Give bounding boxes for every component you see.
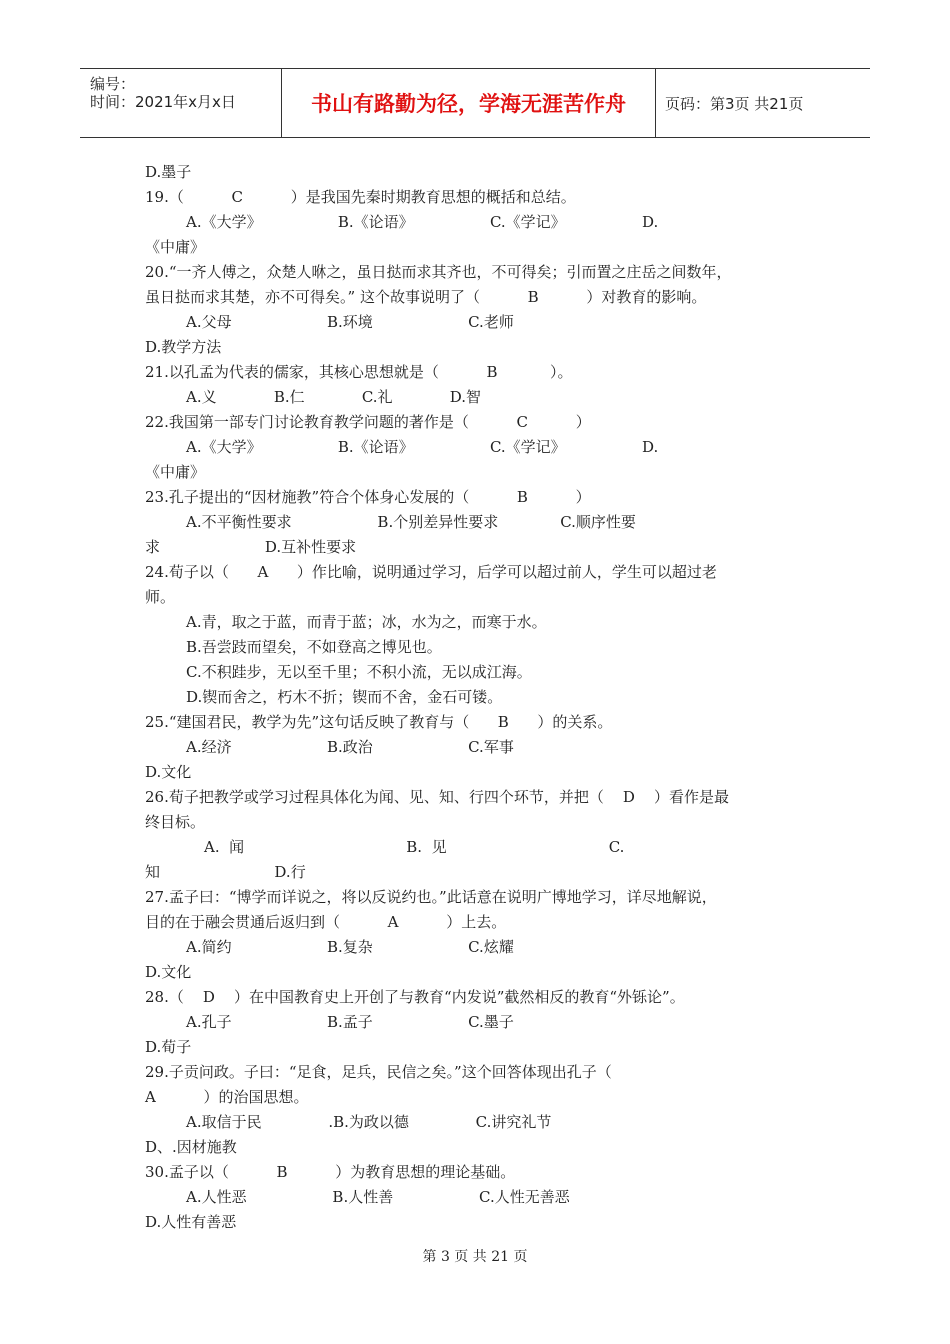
text-line: 《中庸》 bbox=[145, 238, 206, 256]
option-24-b: B.吾尝跂而望矣，不如登高之博见也。 bbox=[186, 638, 442, 656]
text-line: D.教学方法 bbox=[145, 338, 222, 356]
options-22: A.《大学》 B.《论语》 C.《学记》 D. bbox=[186, 438, 659, 456]
text-line: 终目标。 bbox=[145, 813, 206, 831]
question-25: 25.“建国君民，教学为先”这句话反映了教育与（ B ）的关系。 bbox=[145, 713, 613, 731]
text-line: D.文化 bbox=[145, 963, 192, 981]
page-footer: 第 3 页 共 21 页 bbox=[422, 1249, 528, 1265]
text-line: D.墨子 bbox=[145, 163, 192, 181]
page-info-text: 页码：第3页 共21页 bbox=[665, 94, 804, 113]
question-21: 21.以孔孟为代表的儒家，其核心思想就是（ B ）。 bbox=[145, 363, 573, 381]
options-28: A.孔子 B.孟子 C.墨子 bbox=[186, 1013, 514, 1031]
text-line: 知 D.行 bbox=[145, 863, 306, 881]
text-line: 求 D.互补性要求 bbox=[145, 538, 357, 556]
header-page-info bbox=[665, 69, 870, 137]
question-20: 20.“一齐人傅之，众楚人咻之，虽日挞而求其齐也，不可得矣；引而置之庄岳之间数年， bbox=[145, 263, 732, 281]
option-24-c: C.不积跬步，无以至千里；不积小流，无以成江海。 bbox=[186, 663, 532, 681]
option-24-a: A.青，取之于蓝，而青于蓝；冰，水为之，而寒于水。 bbox=[186, 613, 547, 631]
doc-time-label: 时间：2021年x月x日 bbox=[90, 93, 236, 111]
text-line: 虽日挞而求其楚，亦不可得矣。” 这个故事说明了（ B ）对教育的影响。 bbox=[145, 288, 707, 306]
question-26: 26.荀子把教学或学习过程具体化为闻、见、知、行四个环节，并把（ D ）看作是最 bbox=[145, 788, 730, 806]
options-30: A.人性恶 B.人性善 C.人性无善恶 bbox=[186, 1188, 570, 1206]
text-line: D.荀子 bbox=[145, 1038, 192, 1056]
options-23: A.不平衡性要求 B.个别差异性要求 C.顺序性要 bbox=[186, 513, 636, 531]
options-25: A.经济 B.政治 C.军事 bbox=[186, 738, 514, 756]
text-line: D.人性有善恶 bbox=[145, 1213, 237, 1231]
options-27: A.简约 B.复杂 C.炫耀 bbox=[186, 938, 514, 956]
text-line: 师。 bbox=[145, 588, 176, 606]
option-24-d: D.锲而舍之，朽木不折；锲而不舍，金石可镂。 bbox=[186, 688, 503, 706]
options-21: A.义 B.仁 C.礼 D.智 bbox=[186, 388, 482, 406]
text-line: 目的在于融会贯通后返归到（ A ）上去。 bbox=[145, 913, 507, 931]
question-24: 24.荀子以（ A ）作比喻，说明通过学习，后学可以超过前人，学生可以超过老 bbox=[145, 563, 717, 581]
question-29: 29.子贡问政。子曰：“足食，足兵，民信之矣。”这个回答体现出孔子（ bbox=[145, 1063, 612, 1081]
page-header bbox=[80, 68, 870, 138]
doc-number-label: 编号： bbox=[90, 75, 136, 93]
question-27: 27.孟子曰：“博学而详说之，将以反说约也。”此话意在说明广博地学习，详尽地解说， bbox=[145, 888, 717, 906]
options-29: A.取信于民 .B.为政以德 C.讲究礼节 bbox=[186, 1113, 552, 1131]
header-meta bbox=[80, 69, 280, 137]
text-line: A ）的治国思想。 bbox=[145, 1088, 309, 1106]
options-26: A. 闻 B. 见 C. bbox=[204, 838, 625, 856]
options-20: A.父母 B.环境 C.老师 bbox=[186, 313, 514, 331]
question-30: 30.孟子以（ B ）为教育思想的理论基础。 bbox=[145, 1163, 516, 1181]
text-line: 《中庸》 bbox=[145, 463, 206, 481]
options-19: A.《大学》 B.《论语》 C.《学记》 D. bbox=[186, 213, 659, 231]
question-19: 19.（ C ）是我国先秦时期教育思想的概括和总结。 bbox=[145, 188, 576, 206]
text-line: D.文化 bbox=[145, 763, 192, 781]
question-23: 23.孔子提出的“因材施教”符合个体身心发展的（ B ） bbox=[145, 488, 591, 506]
question-28: 28.（ D ）在中国教育史上开创了与教育“内发说”截然相反的教育“外铄论”。 bbox=[145, 988, 685, 1006]
header-motto: 书山有路勤为径，学海无涯苦作舟 bbox=[281, 69, 656, 137]
text-line: D、.因材施教 bbox=[145, 1138, 237, 1156]
question-22: 22.我国第一部专门讨论教育教学问题的著作是（ C ） bbox=[145, 413, 591, 431]
